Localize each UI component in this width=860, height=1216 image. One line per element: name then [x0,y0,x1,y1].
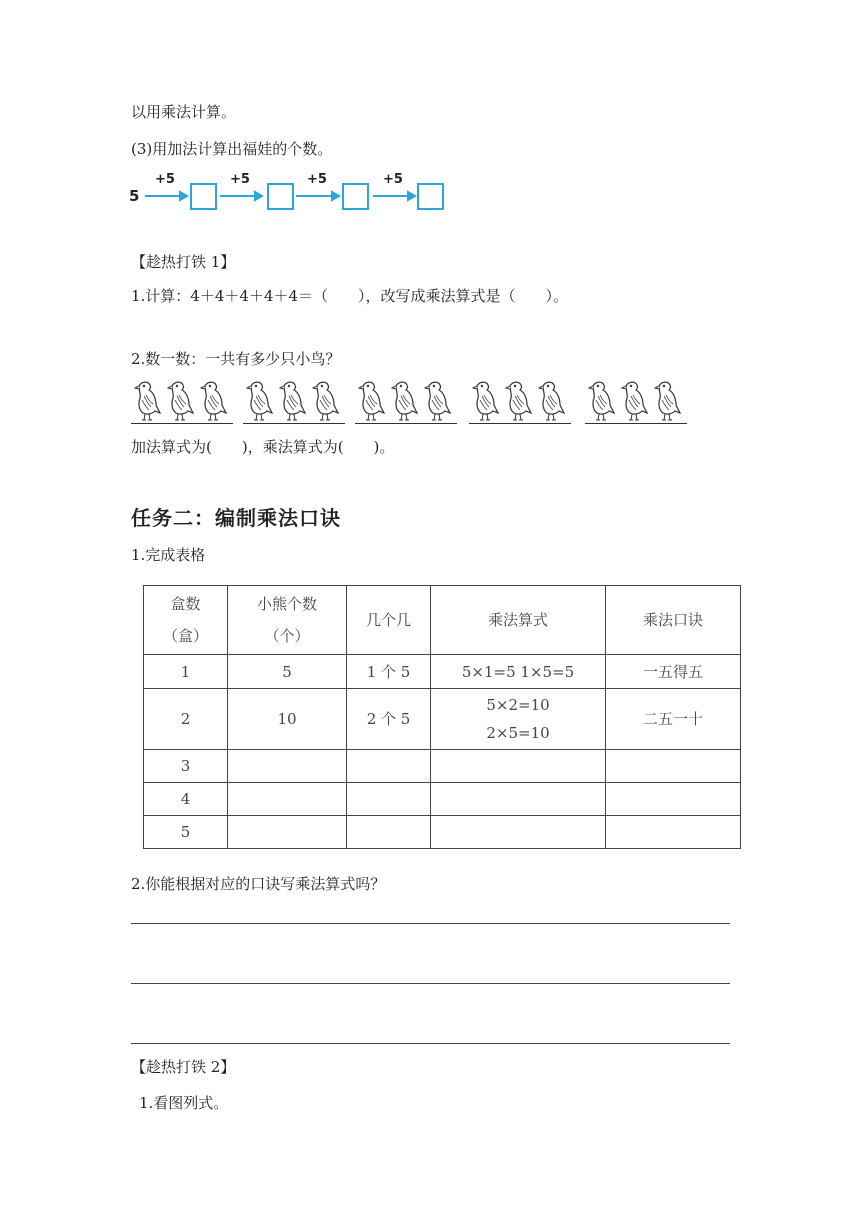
header-rhyme: 乘法口诀 [606,586,741,655]
bird-group-5 [585,378,687,428]
flow-answer-box-1[interactable] [190,183,217,210]
practice-1-question-2: 2.数一数：一共有多少只小鸟？ [131,350,341,368]
bird-group-1 [131,378,233,428]
practice-2-question-1: 1.看图列式。 [139,1094,229,1112]
flow-op-3: +5 [307,172,327,187]
table-header-row [144,586,741,655]
task-2-heading: 任务二：编制乘法口诀 [131,506,341,530]
flow-op-1: +5 [155,172,175,187]
blank-cell[interactable] [347,816,431,849]
table-row: 1 5 1 个 5 5×1=5 1×5=5 一五得五 [144,655,741,689]
bird-group-4-icon [469,378,571,428]
blank-cell[interactable] [228,783,347,816]
header-groups: 几个几 [347,586,431,655]
blank-cell[interactable] [228,750,347,783]
intro-line: 以用乘法计算。 [131,103,237,121]
blank-cell[interactable] [606,816,741,849]
flow-start-number: 5 [129,187,140,205]
multiplication-table [143,585,741,849]
blank-cell[interactable] [228,816,347,849]
practice-2-title: 【趁热打铁 2】 [131,1058,236,1076]
flow-answer-box-2[interactable] [267,183,294,210]
bird-group-3 [355,378,457,428]
flow-op-2: +5 [230,172,250,187]
addition-flow-diagram [120,168,460,218]
task-2-question-1: 1.完成表格 [131,546,206,564]
blank-cell[interactable] [606,750,741,783]
flow-op-4: +5 [383,172,403,187]
header-multiplication: 乘法算式 [431,586,606,655]
bird-group-4 [469,378,571,428]
practice-1-answer-line: 加法算式为( )，乘法算式为( )。 [131,438,395,456]
bird-group-3-icon [355,378,457,428]
blank-cell[interactable] [347,750,431,783]
header-bear-count: 小熊个数 （个） [228,586,347,655]
bird-group-1-icon [131,378,233,428]
blank-cell[interactable] [347,783,431,816]
blank-cell[interactable] [431,816,606,849]
table-row: 3 [144,750,741,783]
question-3-text: (3)用加法计算出福娃的个数。 [131,140,333,158]
bird-group-5-icon [585,378,687,428]
answer-line-1[interactable] [131,923,730,924]
blank-cell[interactable] [431,783,606,816]
header-boxes: 盒数 （盒） [144,586,228,655]
table-row: 4 [144,783,741,816]
practice-1-question-1: 1.计算：4＋4＋4＋4＋4＝（ ），改写成乘法算式是（ ）。 [131,287,569,305]
flow-answer-box-4[interactable] [417,183,444,210]
blank-cell[interactable] [606,783,741,816]
flow-answer-box-3[interactable] [342,183,369,210]
answer-line-2[interactable] [131,983,730,984]
blank-cell[interactable] [431,750,606,783]
bird-group-2-icon [243,378,345,428]
bird-group-2 [243,378,345,428]
table-row: 5 [144,816,741,849]
practice-1-title: 【趁热打铁 1】 [131,253,236,271]
answer-line-3[interactable] [131,1043,730,1044]
table-row: 2 10 2 个 5 5×2=10 2×5=10 二五一十 [144,689,741,750]
task-2-question-2: 2.你能根据对应的口诀写乘法算式吗？ [131,875,386,893]
